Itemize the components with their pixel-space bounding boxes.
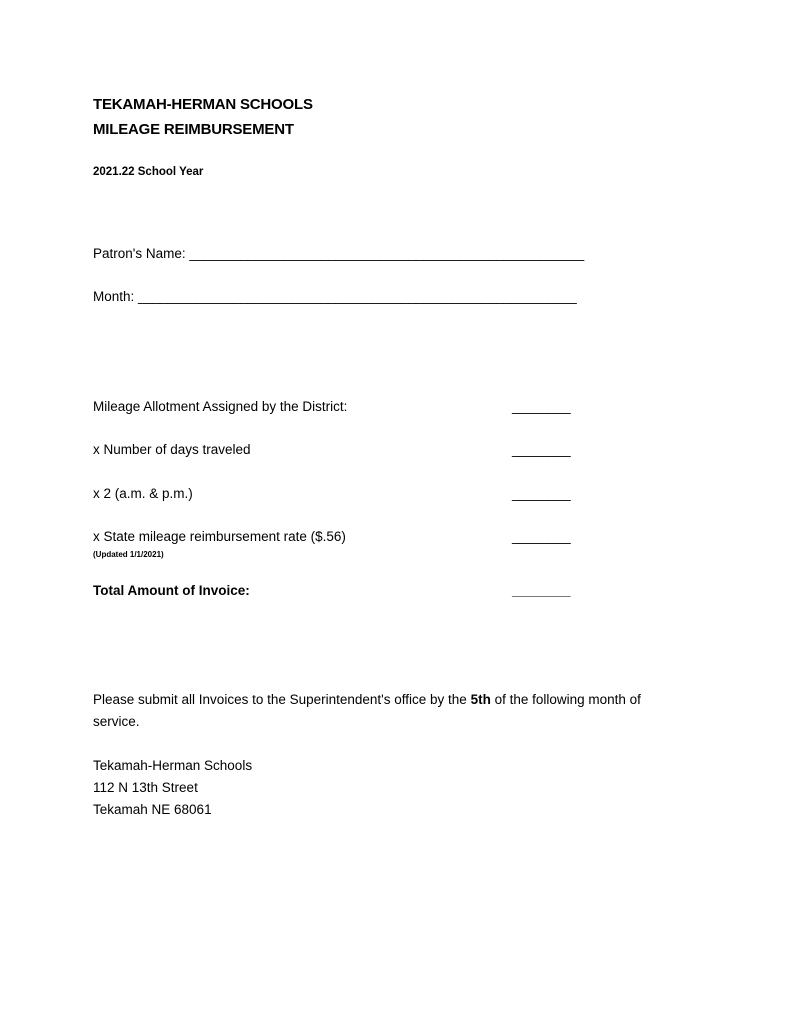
mailing-address (93, 755, 252, 821)
patron-name-label: Patron's Name: (93, 246, 186, 261)
submission-instructions (93, 689, 641, 733)
patron-name-field[interactable] (93, 246, 584, 261)
school-year: 2021.22 School Year (93, 166, 204, 178)
instructions-line-2: service. (93, 714, 140, 729)
month-label: Month: (93, 289, 135, 304)
mileage-allotment-label: Mileage Allotment Assigned by the District: (93, 399, 348, 414)
address-line-3: Tekamah NE 68061 (93, 802, 212, 817)
month-field[interactable] (93, 289, 577, 304)
days-traveled-label: x Number of days traveled (93, 442, 251, 457)
patron-name-blank[interactable]: ______________________________________________________ (189, 246, 585, 261)
reimbursement-rate-label: x State mileage reimbursement rate ($.56) (93, 529, 346, 544)
address-line-1: Tekamah-Herman Schools (93, 758, 253, 773)
trips-multiplier-blank[interactable]: ________ (512, 486, 571, 501)
days-traveled-blank[interactable]: ________ (512, 442, 571, 457)
trips-multiplier-label: x 2 (a.m. & p.m.) (93, 486, 193, 501)
instructions-text-before: Please submit all Invoices to the Superintendent's office by the (93, 692, 471, 707)
month-blank[interactable]: ____________________________________________________________ (138, 289, 577, 304)
deadline-day: 5th (470, 692, 491, 707)
rate-updated-note: (Updated 1/1/2021) (93, 550, 164, 559)
total-amount-blank[interactable]: ________ (512, 583, 571, 598)
instructions-line-1 (93, 689, 641, 711)
reimbursement-rate-blank[interactable]: ________ (512, 529, 571, 544)
mileage-allotment-blank[interactable]: ________ (512, 399, 571, 414)
address-line-2: 112 N 13th Street (93, 780, 198, 795)
form-title-line-1: TEKAMAH-HERMAN SCHOOLS (93, 96, 313, 113)
total-amount-label: Total Amount of Invoice: (93, 583, 250, 598)
form-title-line-2: MILEAGE REIMBURSEMENT (93, 121, 294, 138)
instructions-text-after: of the following month of (490, 692, 641, 707)
